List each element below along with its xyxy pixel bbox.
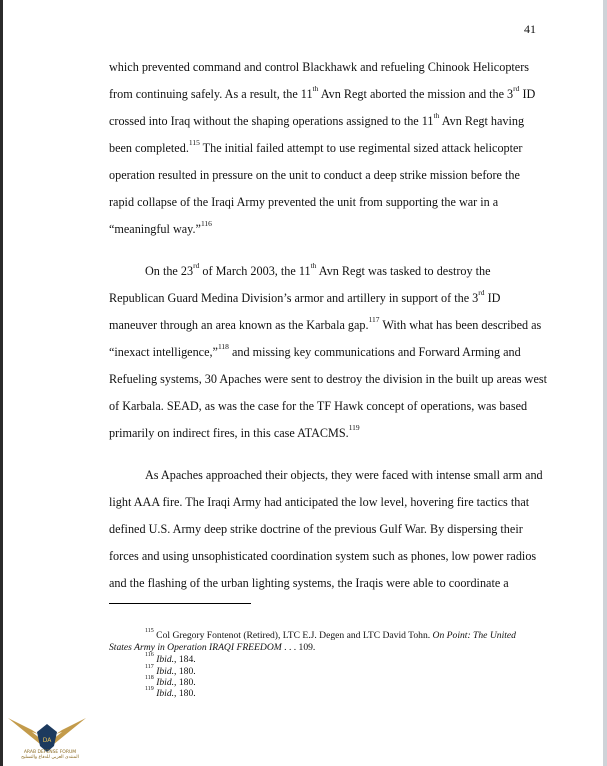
- viewer-scrollbar-track[interactable]: [603, 0, 607, 766]
- footnote-ref-118[interactable]: 118: [217, 342, 229, 351]
- svg-text:DA: DA: [42, 737, 52, 744]
- page-number: 41: [524, 22, 536, 36]
- footnote-117: $^{117}$ Ibid., 180.: [145, 664, 196, 677]
- para1-line7: “meaningful way.”$^{116}$: [109, 219, 212, 236]
- para3-line2: light AAA fire. The Iraqi Army had anticipated the low level, hovering fire tactics that: [109, 495, 530, 509]
- footnote-116: $^{116}$ Ibid., 184.: [145, 652, 196, 665]
- para3-line4: forces and using unsophisticated coordination system such as phones, low power radios: [109, 549, 537, 563]
- para2-line6: of Karbala. SEAD, as was the case for the TF Hawk concept of operations, was based: [109, 399, 528, 413]
- para2-line2: Republican Guard Medina Division’s armor and artillery in support of the 3rd ID: [109, 288, 501, 305]
- para1-line6: rapid collapse of the Iraqi Army prevented the unit from supporting the war in a: [109, 195, 499, 209]
- para2-line1: On the 23rd of March 2003, the 11th Avn Regt was tasked to destroy the: [145, 261, 491, 278]
- footnote-ref-116[interactable]: 116: [200, 219, 212, 228]
- para1-line1: which prevented command and control Blackhawk and refueling Chinook Helicopters: [109, 60, 530, 74]
- watermark-caption: ARAB DEFENSE FORUM المنتدى العربي للدفاع والتسليح: [21, 750, 79, 760]
- para3-line3: defined U.S. Army deep strike doctrine of the previous Gulf War. By dispersing their: [109, 522, 523, 536]
- para2-line5: Refueling systems, 30 Apaches were sent to destroy the division in the built up areas west: [109, 372, 547, 386]
- para3-line1: As Apaches approached their objects, they were faced with intense small arm and: [145, 468, 543, 482]
- footnote-ref-115[interactable]: 115: [188, 138, 200, 147]
- footnote-118: $^{118}$ Ibid., 180.: [145, 675, 196, 688]
- para2-line4: “inexact intelligence,”$^{118}$ and missing key communications and Forward Arming and: [109, 342, 521, 359]
- footnote-119: $^{119}$ Ibid., 180.: [145, 686, 196, 699]
- para1-line3: crossed into Iraq without the shaping operations assigned to the 11th Avn Regt having: [109, 111, 525, 128]
- para3-line5: and the flashing of the urban lighting systems, the Iraqis were able to coordinate a: [109, 576, 509, 590]
- para1-line2: from continuing safely. As a result, the 11th Avn Regt aborted the mission and the 3rd ID: [109, 84, 536, 101]
- page-left-border: [0, 0, 3, 766]
- para1-line4: been completed.$^{115}$ The initial failed attempt to use regimental sized attack helicopter: [109, 138, 523, 155]
- footnote-ref-117[interactable]: 117: [368, 315, 380, 324]
- footnote-ref-119[interactable]: 119: [348, 423, 360, 432]
- para2-line7: primarily on indirect fires, in this case ATACMS.$^{119}$: [109, 423, 360, 440]
- footnote-115-line2: States Army in Operation IRAQI FREEDOM . . . 109.: [109, 642, 316, 653]
- footnote-separator: [109, 603, 251, 604]
- footnote-115-line1: $^{115}$ Col Gregory Fontenot (Retired), LTC E.J. Degen and LTC David Tohn. On Point: The United: [145, 628, 516, 641]
- para2-line3: maneuver through an area known as the Karbala gap.$^{117}$ With what has been described as: [109, 315, 542, 332]
- para1-line5: operation resulted in pressure on the unit to conduct a deep strike mission before the: [109, 168, 520, 182]
